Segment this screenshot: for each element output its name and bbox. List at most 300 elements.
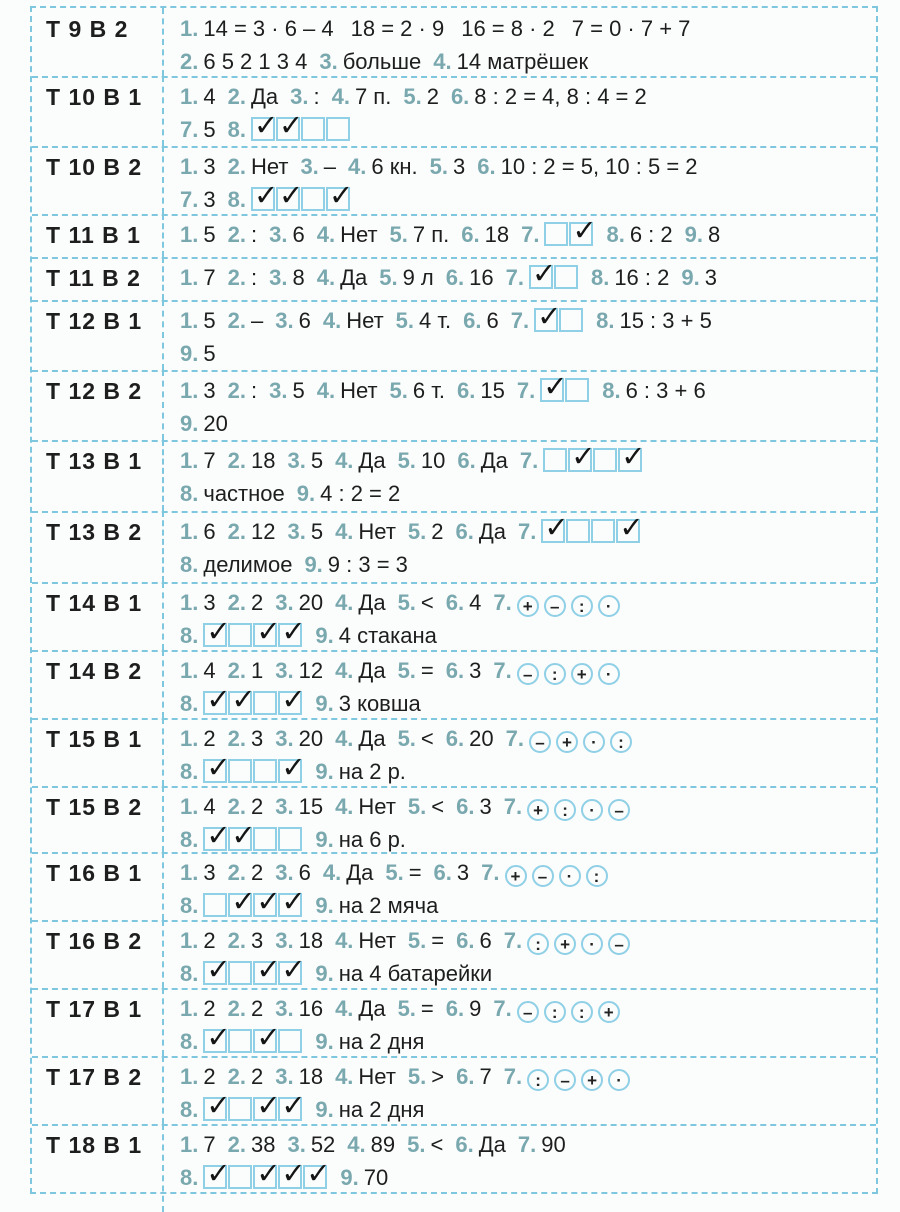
question-number: 3. (275, 996, 294, 1021)
checkbox-group (203, 1165, 328, 1190)
checkbox-group (203, 827, 303, 852)
operation-circle-icon: : (544, 1001, 566, 1023)
answer-item (228, 924, 264, 957)
answer-value: Да (478, 519, 506, 544)
answer-item (493, 586, 624, 619)
empty-box-icon (228, 961, 252, 985)
question-number: 1. (180, 84, 199, 109)
operation-circle-icon: · (581, 933, 603, 955)
answer-value: Нет (358, 794, 396, 819)
question-number: 6. (445, 996, 465, 1021)
answer-item (228, 856, 264, 889)
answer-item (315, 957, 492, 990)
operation-circle-icon: · (608, 1069, 630, 1091)
question-number: 2. (227, 590, 246, 615)
question-number: 6. (445, 265, 465, 290)
question-number: 3. (287, 448, 306, 473)
operation-circle-icon: : (571, 595, 593, 617)
answer-value: Нет (358, 1064, 396, 1089)
answer-line (180, 586, 866, 619)
empty-box-icon (228, 1097, 252, 1121)
answer-row (32, 257, 876, 302)
question-number: 8. (180, 827, 199, 852)
answer-item (346, 12, 445, 45)
answer-item (228, 261, 257, 294)
answer-item (315, 1025, 424, 1058)
empty-box-icon (203, 893, 227, 917)
answer-item (304, 548, 407, 581)
answer-line (180, 407, 866, 440)
answer-value: 3 (250, 726, 264, 751)
answer-value: на 2 дня (338, 1029, 425, 1054)
question-number: 2. (227, 1064, 246, 1089)
answer-item (493, 654, 624, 687)
answer-value: Нет (346, 308, 384, 333)
answer-value: 3 (250, 928, 264, 953)
answers-cell (180, 586, 866, 652)
question-number: 8. (180, 1097, 199, 1122)
answer-value: 3 (453, 154, 466, 179)
question-number: 2. (227, 726, 246, 751)
answer-item (335, 924, 396, 957)
operation-circle-icon: + (581, 1069, 603, 1091)
variant-label: T 15 B 1 (32, 718, 164, 786)
answer-item (335, 790, 396, 823)
answer-item (506, 261, 579, 294)
answer-value: 8 (708, 222, 721, 247)
empty-box-icon (554, 265, 578, 289)
answer-value: Нет (340, 222, 378, 247)
answer-value: 15 (480, 378, 505, 403)
answer-value: Нет (358, 928, 396, 953)
checkbox-group (203, 623, 303, 648)
checked-box-icon (278, 961, 302, 985)
answer-item (518, 1128, 566, 1161)
empty-box-icon (593, 448, 617, 472)
answer-item (433, 45, 588, 78)
answer-value: 7 п. (354, 84, 392, 109)
answer-line (180, 337, 866, 370)
variant-label: T 14 B 2 (32, 650, 164, 718)
question-number: 3. (319, 49, 338, 74)
answer-line (180, 374, 866, 407)
answer-item (396, 304, 451, 337)
question-number: 1. (180, 519, 199, 544)
answer-value: 4 : 2 = 2 (320, 481, 401, 506)
answer-item (451, 80, 647, 113)
answer-item (379, 261, 434, 294)
answer-item (228, 654, 264, 687)
answer-item (408, 924, 444, 957)
question-number: 9. (296, 481, 316, 506)
checked-box-icon (534, 308, 558, 332)
answer-item (446, 654, 482, 687)
answers-cell (180, 444, 866, 510)
answer-item (504, 790, 635, 823)
question-number: 4. (331, 84, 350, 109)
answer-item (228, 1128, 276, 1161)
checked-box-icon (569, 222, 593, 246)
operation-circle-icon: – (532, 865, 554, 887)
checked-box-icon (278, 759, 302, 783)
answer-item (275, 722, 323, 755)
answer-item (335, 444, 386, 477)
checked-box-icon (203, 759, 227, 783)
checked-box-icon (203, 623, 227, 647)
answer-item (180, 374, 216, 407)
question-number: 6. (445, 658, 465, 683)
question-number: 3. (275, 308, 294, 333)
empty-box-icon (278, 1029, 302, 1053)
answer-value: 38 (250, 1132, 276, 1157)
answer-value: 3 ковша (338, 691, 421, 716)
question-number: 3. (290, 84, 309, 109)
answer-item (446, 261, 494, 294)
answer-value: 6 (298, 308, 311, 333)
answer-item (228, 992, 264, 1025)
answer-value: 6 (298, 860, 311, 885)
question-number: 7. (505, 265, 524, 290)
variant-label: T 10 B 1 (32, 76, 164, 146)
empty-box-icon (326, 117, 350, 141)
answer-item (567, 12, 691, 45)
answer-row (32, 370, 876, 442)
answer-item (180, 183, 216, 216)
answer-value: = (420, 996, 434, 1021)
checked-box-icon (529, 265, 553, 289)
answer-item (228, 374, 257, 407)
answer-row (32, 718, 876, 788)
answer-value: 7 п. (412, 222, 450, 247)
answer-line (180, 924, 866, 957)
question-number: 6. (461, 222, 480, 247)
answer-value: 3 (469, 658, 482, 683)
question-number: 3. (300, 154, 319, 179)
question-number: 3. (275, 726, 294, 751)
answer-item (228, 150, 289, 183)
answer-value: 3 (479, 794, 492, 819)
answer-value: 3 (203, 154, 216, 179)
operation-circle-icon: · (559, 865, 581, 887)
operation-circle-icon: : (586, 865, 608, 887)
question-number: 8. (180, 552, 199, 577)
answer-item (434, 856, 470, 889)
answer-item (180, 722, 216, 755)
checkbox-group (203, 1097, 303, 1122)
answer-row (32, 1124, 876, 1212)
answer-item (456, 12, 555, 45)
question-number: 5. (407, 928, 427, 953)
answer-value: Да (358, 658, 386, 683)
answer-item (398, 992, 434, 1025)
question-number: 5. (397, 658, 416, 683)
answer-item (477, 150, 697, 183)
answer-item (228, 183, 351, 216)
question-number: 2. (227, 154, 246, 179)
answer-value: больше (342, 49, 422, 74)
answer-value: 18 (250, 448, 276, 473)
answer-value: 6 (479, 928, 492, 953)
answer-value: < (431, 794, 445, 819)
answer-item (180, 856, 216, 889)
answer-value: > (431, 1064, 445, 1089)
answer-value: 2 (250, 590, 264, 615)
question-number: 5. (407, 519, 427, 544)
answer-item (521, 218, 594, 251)
question-number: 9. (340, 1165, 359, 1190)
answer-value: 9 л (402, 265, 434, 290)
answer-line (180, 183, 866, 216)
question-number: 9. (315, 691, 334, 716)
answer-item (481, 856, 612, 889)
question-number: 3. (287, 1132, 306, 1157)
answer-item (180, 687, 303, 720)
answer-row (32, 1056, 876, 1126)
answer-item (446, 722, 494, 755)
answer-item (335, 722, 386, 755)
answer-value: : (313, 84, 320, 109)
answer-value: Да (358, 996, 386, 1021)
answer-value: на 4 батарейки (338, 961, 493, 986)
question-number: 1. (180, 308, 199, 333)
question-number: 5. (407, 1064, 427, 1089)
answer-item (518, 515, 641, 548)
question-number: 7. (493, 590, 512, 615)
question-number: 8. (180, 623, 199, 648)
answer-item (319, 45, 421, 78)
answer-value: 7 (203, 1132, 216, 1157)
answer-table (30, 6, 878, 1194)
answer-value: 2 (250, 860, 264, 885)
operation-circle-icon: + (517, 595, 539, 617)
checked-box-icon (203, 827, 227, 851)
question-number: 8. (180, 481, 199, 506)
answer-value: 5 (203, 341, 216, 366)
answer-value: 5 (310, 519, 324, 544)
answer-item (269, 374, 305, 407)
answer-item (335, 1060, 396, 1093)
answer-item (180, 304, 216, 337)
question-number: 4. (316, 265, 336, 290)
answer-line (180, 515, 866, 548)
empty-box-icon (228, 1029, 252, 1053)
answer-item (685, 218, 721, 251)
answer-value: на 2 дня (338, 1097, 425, 1122)
question-number: 7. (493, 996, 512, 1021)
answer-item (287, 444, 323, 477)
answer-item (520, 444, 643, 477)
checkbox-group (529, 265, 579, 290)
question-number: 2. (227, 928, 246, 953)
answer-value: = (408, 860, 422, 885)
answer-item (347, 1128, 395, 1161)
answer-item (180, 80, 216, 113)
answer-item (180, 218, 216, 251)
answer-item (456, 1060, 492, 1093)
answer-value: 14 матрёшек (456, 49, 589, 74)
answer-value: 2 (203, 1064, 216, 1089)
answer-item (398, 444, 446, 477)
answer-item (591, 261, 669, 294)
answer-value: 2 (431, 519, 444, 544)
question-number: 7. (481, 860, 500, 885)
answer-item (228, 722, 264, 755)
answer-row (32, 440, 876, 513)
answer-item (455, 1128, 506, 1161)
answers-cell (180, 924, 866, 990)
answer-item (596, 304, 712, 337)
question-number: 2. (227, 996, 246, 1021)
answer-line (180, 856, 866, 889)
operation-circle-icon: : (527, 1069, 549, 1091)
answer-item (348, 150, 418, 183)
answer-value: Да (340, 265, 368, 290)
question-number: 6. (457, 378, 476, 403)
answer-item (275, 992, 323, 1025)
question-number: 7. (180, 117, 199, 142)
answer-line (180, 755, 866, 788)
answer-value: Да (478, 1132, 506, 1157)
question-number: 6. (463, 308, 482, 333)
answer-item (180, 755, 303, 788)
answer-item (269, 261, 305, 294)
answer-value: – (250, 308, 264, 333)
answer-value: 6 (292, 222, 305, 247)
question-number: 4. (335, 726, 354, 751)
question-number: 2. (227, 448, 246, 473)
answer-value: 6 кн. (371, 154, 418, 179)
question-number: 2. (227, 519, 246, 544)
question-number: 4. (335, 658, 354, 683)
question-number: 4. (316, 222, 336, 247)
operation-circles (527, 928, 635, 953)
operation-circles (517, 590, 625, 615)
checked-box-icon (303, 1165, 327, 1189)
answer-item (315, 1093, 424, 1126)
answer-item (228, 444, 276, 477)
variant-label: T 12 B 1 (32, 300, 164, 370)
answer-item (408, 1060, 444, 1093)
answer-value: Да (480, 448, 508, 473)
checked-box-icon (203, 1165, 227, 1189)
question-number: 2. (227, 860, 246, 885)
checked-box-icon (276, 117, 300, 141)
answer-line (180, 113, 866, 146)
question-number: 7. (503, 794, 523, 819)
answer-item (275, 924, 323, 957)
operation-circle-icon: · (583, 731, 605, 753)
question-number: 2. (227, 308, 246, 333)
question-number: 4. (322, 860, 342, 885)
answer-value: – (323, 154, 337, 179)
answer-value: 10 (420, 448, 446, 473)
question-number: 1. (180, 794, 199, 819)
question-number: 5. (389, 222, 408, 247)
answer-row (32, 146, 876, 216)
answer-item (228, 80, 279, 113)
question-number: 4. (335, 519, 354, 544)
question-number: 6. (455, 1132, 474, 1157)
answer-value: : (250, 378, 258, 403)
answer-item (275, 304, 311, 337)
answer-value: Да (250, 84, 279, 109)
answer-row (32, 8, 876, 78)
checkbox-group (251, 117, 351, 142)
answer-value: 90 (541, 1132, 566, 1157)
checked-box-icon (541, 519, 565, 543)
answer-item (180, 790, 216, 823)
checked-box-icon (278, 691, 302, 715)
question-number: 6. (456, 928, 475, 953)
answer-value: 15 : 3 + 5 (619, 308, 712, 333)
answer-item (180, 1128, 216, 1161)
answer-value: 3 (456, 860, 470, 885)
checked-box-icon (253, 1097, 277, 1121)
answer-item (457, 444, 508, 477)
answers-cell (180, 304, 866, 370)
operation-circle-icon: · (598, 663, 620, 685)
answer-value: 5 (203, 222, 216, 247)
answer-item (511, 304, 584, 337)
operation-circle-icon: · (598, 595, 620, 617)
answer-item (180, 654, 216, 687)
answer-value: Нет (250, 154, 289, 179)
answer-item (323, 304, 384, 337)
answer-value: 89 (370, 1132, 396, 1157)
answer-value: 6 (486, 308, 499, 333)
question-number: 5. (397, 590, 416, 615)
answer-value: 5 (292, 378, 305, 403)
answer-line (180, 80, 866, 113)
answer-line (180, 1161, 866, 1194)
answer-line (180, 304, 866, 337)
answer-item (180, 1025, 303, 1058)
question-number: 1. (180, 860, 199, 885)
question-number: 6. (457, 448, 476, 473)
variant-label: T 11 B 2 (32, 257, 164, 300)
answer-item (398, 586, 434, 619)
question-number: 4. (335, 794, 354, 819)
question-number: 8. (602, 378, 621, 403)
answer-value: 16 (469, 265, 494, 290)
answer-item (504, 1060, 635, 1093)
checked-box-icon (278, 893, 302, 917)
question-number: 7. (521, 222, 540, 247)
answer-row (32, 786, 876, 854)
empty-box-icon (228, 1165, 252, 1189)
answer-item (317, 218, 378, 251)
question-number: 9. (180, 411, 199, 436)
answer-item (517, 374, 590, 407)
question-number: 1. (180, 378, 199, 403)
variant-label: T 15 B 2 (32, 786, 164, 852)
answer-line (180, 619, 866, 652)
question-number: 8. (180, 961, 199, 986)
question-number: 5. (395, 308, 415, 333)
answer-value: 12 (298, 658, 324, 683)
checkbox-group (543, 448, 643, 473)
question-number: 2. (227, 84, 246, 109)
checkbox-group (544, 222, 594, 247)
answer-item (228, 218, 257, 251)
question-number: 7. (518, 519, 537, 544)
answer-item (180, 1093, 303, 1126)
checked-box-icon (228, 827, 252, 851)
checked-box-icon (618, 448, 642, 472)
question-number: 2. (227, 1132, 246, 1157)
answer-value: 9 : 3 = 3 (327, 552, 408, 577)
answer-value: 7 (203, 448, 216, 473)
